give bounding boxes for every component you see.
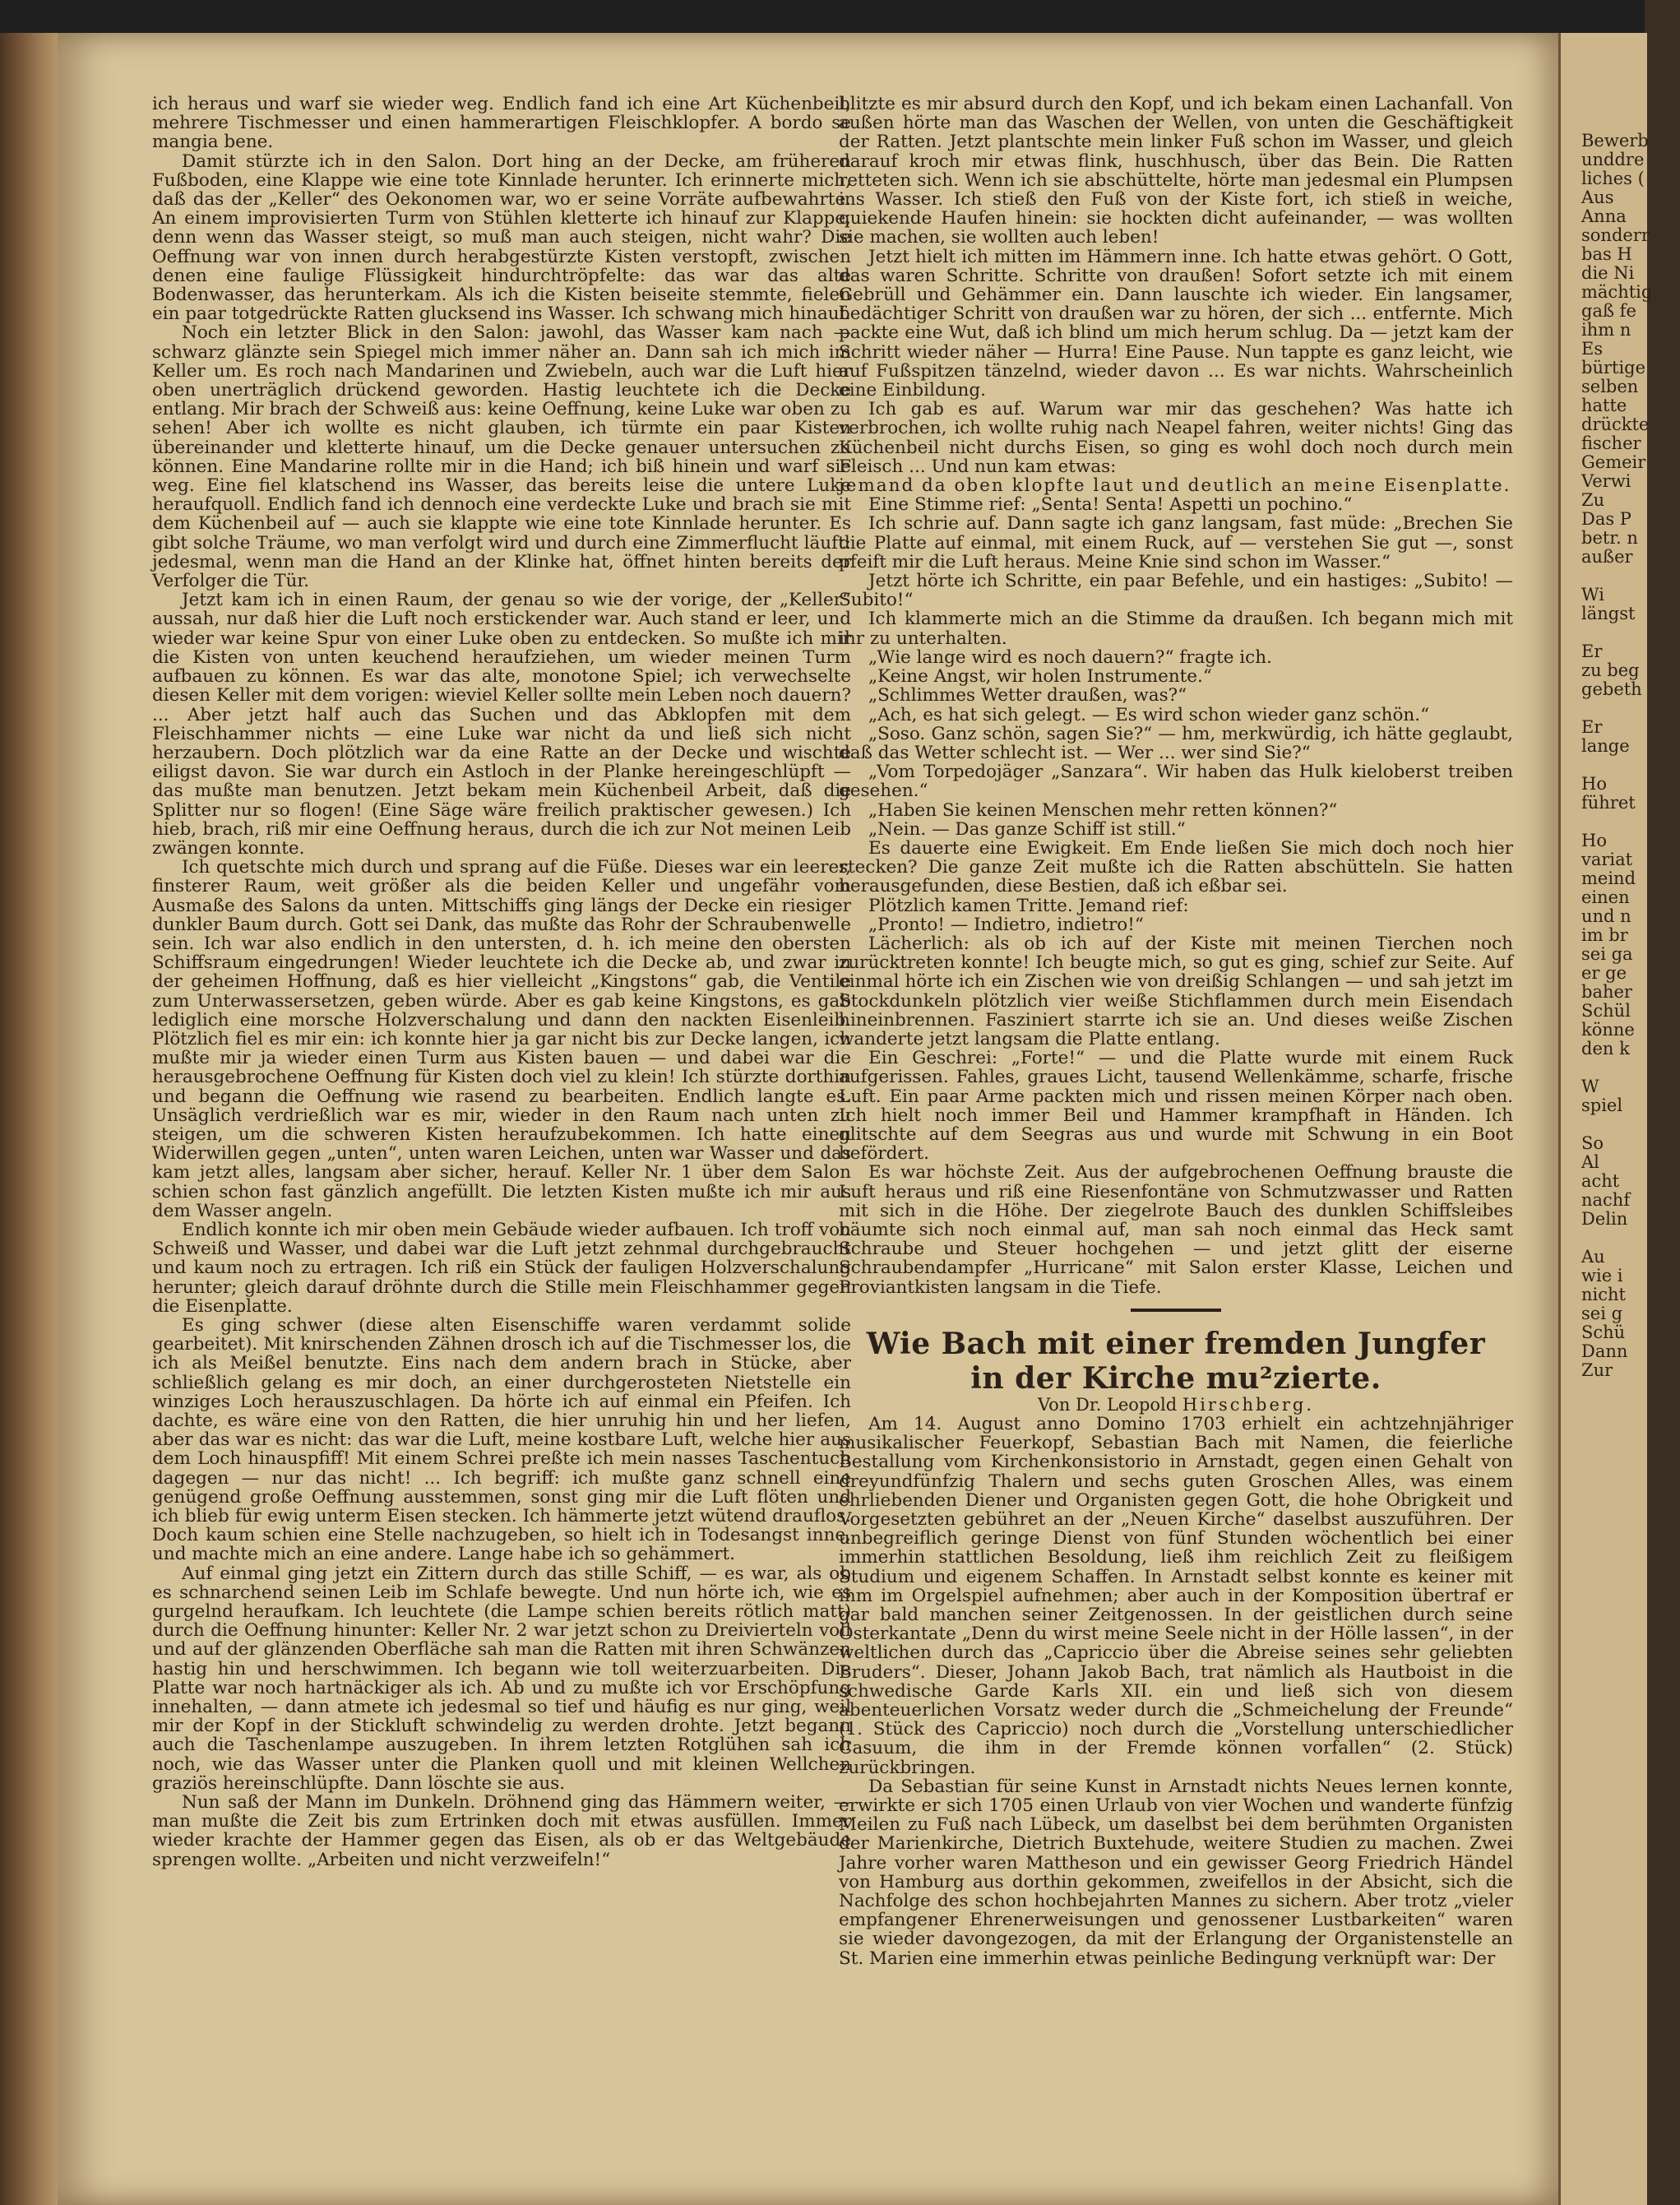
paragraph: Es dauerte eine Ewigkeit. Em Ende ließen Sie mich doch noch hier stecken? Die ganze Zeit mußte ich die Ratten abschütteln. Sie hatten herausgefunden, diese Bestien, daß ich eßbar sei. [839,837,1513,897]
adjacent-page-edge [1558,33,1653,2205]
paragraph: „Nein. — Das ganze Schiff ist still.“ [868,818,1186,840]
paragraph: blitzte es mir absurd durch den Kopf, und ich bekam einen Lachanfall. Von außen hörte man das Waschen der Wellen, von unten die Geschäftigkeit der Ratten. Jetzt plantschte mein linker Fuß schon im Wasser, und gleich darauf kroch mir etwas flink, huschhusch, über das Bein. Die Ratten retteten sich. Wenn ich sie abschüttelte, hörte man jedesmal ein Plumpsen ins Wasser. Ich stieß den Fuß von der Kiste fort, ich stieß in weiche, quiekende Haufen hinein: sie hockten dicht aufeinander, — was wollten sie machen, sie wollten auch leben! [839,94,1513,248]
adjacent-page-line: Gemeir [1581,452,1646,472]
adjacent-page-line: und n [1581,906,1631,926]
scan-top-border [0,0,1645,33]
paragraph: jemand da oben klopfte laut und deutlich an meine Eisenplatte. [839,475,1511,497]
paragraph: „Ach, es hat sich gelegt. — Es wird schon wieder ganz schön.“ [868,704,1430,725]
adjacent-page-line: längst [1581,604,1636,623]
adjacent-page-line: sei ga [1581,944,1633,964]
adjacent-page-line: Schül [1581,1001,1631,1021]
adjacent-page-line: Zur [1581,1360,1613,1380]
adjacent-page-line: fischer [1581,433,1641,453]
adjacent-page-line: meind [1581,869,1636,888]
adjacent-page-line [1581,813,1680,832]
adjacent-page-line: könne [1581,1020,1635,1040]
paragraph: „Wie lange wird es noch dauern?“ fragte ich. [868,646,1272,668]
adjacent-page-line: W [1581,1077,1599,1096]
paragraph: „Schlimmes Wetter draußen, was?“ [868,685,1187,706]
adjacent-page-line: einen [1581,887,1630,907]
paragraph: Endlich konnte ich mir oben mein Gebäude wieder aufbauen. Ich troff von Schweiß und Wasser, und dabei war die Luft jetzt zehnmal durchgebraucht und kaum noch zu ertragen. Ich riß ein Stück der fauligen Holzverschalung herunter; gleich darauf dröhnte durch die Stille mein Fleischhammer gegen die Eisenplatte. [152,1219,851,1317]
adjacent-page-line: mächtig [1581,282,1653,302]
adjacent-page-line: Bewerb [1581,131,1649,151]
adjacent-page-line: gaß fe [1581,301,1636,321]
paragraph: Noch ein letzter Blick in den Salon: jawohl, das Wasser kam nach — schwarz glänzte sein Spiegel mich immer näher an. Dann sah ich mich im Keller um. Es roch nach Mandarinen und Zwiebeln, auch war die Luft hier oben unerträglich drückend geworden. Hastig leuchtete ich die Decke entlang. Mir brach der Schweiß aus: keine Oeffnung, keine Luke war oben zu sehen! Aber ich wollte es nicht glauben, ich türmte ein paar Kisten übereinander und kletterte hinauf, um die Decke genauer untersuchen zu können. Eine Mandarine rollte mir in die Hand; ich biß hinein und warf sie weg. Eine fiel klatschend ins Wasser, das bereits leise die untere Luke heraufquoll. Endlich fand ich dennoch eine verdeckte Luke und brach sie mit dem Küchenbeil auf — auch sie klappte wie eine tote Kinnlade herunter. Es gibt solche Träume, wo man verfolgt wird und durch eine Zimmerflucht läuft: jedesmal, wenn man die Hand an der Klinke hat, öffnet hinten bereits der Verfolger die Tür. [152,322,851,592]
paragraph: Auf einmal ging jetzt ein Zittern durch das stille Schiff, — es war, als ob es schnarchend seinen Leib im Schlafe bewegte. Und nun hörte ich, wie es gurgelnd heraufkam. Ich leuchtete (die Lampe schien bereits rötlich matt) durch die Oeffnung hinunter: Keller Nr. 2 war jetzt schon zu Dreivierteln voll und auf der glänzenden Oberfläche sah man die Ratten mit ihren Schwänzen hastig hin und herschwimmen. Ich begann wie toll weiterzuarbeiten. Die Platte war noch hartnäckiger als ich. Ab und zu mußte ich vor Erschöpfung innehalten, — dann atmete ich jedesmal so tief und häufig es nur ging, weil mir der Kopf in der Stickluft schwindelig zu werden drohte. Jetzt begann auch die Taschenlampe auszugeben. In ihrem letzten Rotglühen sah ich noch, wie das Wasser unter die Planken quoll und mit kleinen Wellchen graziös hereinschlüpfte. Dann löschte sie aus. [152,1563,851,1794]
adjacent-page-line: sonderr [1581,225,1650,245]
adjacent-page-line: führet [1581,793,1636,813]
article-title-line2: in der Kirche mu²ziertе. [970,1360,1381,1396]
adjacent-page-line: sei g [1581,1304,1623,1323]
adjacent-page-line: Al [1581,1152,1599,1172]
adjacent-page-line [1581,756,1680,775]
adjacent-page-line: Ho [1581,774,1607,794]
adjacent-page-line: lange [1581,736,1630,756]
paragraph: Jetzt kam ich in einen Raum, der genau so wie der vorige, der „Keller“ aussah, nur daß hier die Luft noch erstickender war. Auch stand er leer, und wieder war keine Spur von einer Luke oben zu entdecken. So mußte ich mir die Kisten von unten keuchend heraufziehen, um wieder meinen Turm aufbauen zu können. Es war das alte, monotone Spiel; ich verwechselte diesen Keller mit dem vorigen: wieviel Keller sollte mein Leben noch dauern? ... Aber jetzt half auch das Suchen und das Abklopfen mit dem Fleischhammer nichts — eine Luke war nicht da und ließ sich nicht herzaubern. Doch plötzlich war da eine Ratte an der Decke und wischte eiligst davon. Sie war durch ein Astloch in der Planke hereingeschlüpft — das mußte man benutzen. Jetzt bekam mein Küchenbeil Arbeit, daß die Splitter nur so flogen! (Eine Säge wäre freilich praktischer gewesen.) Ich hieb, brach, riß mir eine Oeffnung heraus, durch die ich zur Not meinen Leib zwängen konnte. [152,590,851,859]
adjacent-page-line [1581,1229,1680,1248]
adjacent-page-line: Es [1581,339,1604,359]
article-body [839,1415,1513,1968]
adjacent-page-line: So [1581,1133,1604,1153]
book-binding [0,33,58,2205]
paragraph: Ich quetschte mich durch und sprang auf die Füße. Dieses war ein leerer, finsterer Raum, weit größer als die beiden Keller und ungefähr vom Ausmaße des Salons da unten. Mittschiffs ging längs der Decke ein riesiger dunkler Baum durch. Gott sei Dank, das mußte das Rohr der Schraubenwelle sein. Ich war also endlich in den untersten, d. h. ich meine den obersten Schiffsraum eingedrungen! Wieder leuchtete ich die Decke ab, und zwar in der geheimen Hoffnung, daß es hier vielleicht „Kingstons“ gab, die Ventile zum Unterwassersetzen, geben würde. Aber es gab keine Kingstons, es gab lediglich eine morsche Holzverschalung und dann den nackten Eisenleib. Plötzlich fiel es mir ein: ich konnte hier ja gar nicht bis zur Decke langen, ich mußte mir ja wieder einen Turm aus Kisten bauen — und dabei war die herausgebrochene Oeffnung für Kisten doch viel zu klein! Ich stürzte dorthin und begann die Oeffnung wie rasend zu bearbeiten. Endlich langte es. Unsäglich verdrießlich war es mir, wieder in den Raum nach unten zu steigen, um die schweren Kisten heraufzubekommen. Ich hatte einen Widerwillen gegen „unten“, unten waren Leichen, unten war Wasser und das kam jetzt alles, langsam aber sicher, herauf. Keller Nr. 1 über dem Salon schien schon fast gänzlich angefüllt. Die letzten Kisten mußte ich mir aus dem Wasser angeln. [152,857,851,1221]
adjacent-page-line: nicht [1581,1285,1626,1304]
paragraph: „Soso. Ganz schön, sagen Sie?“ — hm, merkwürdig, ich hätte geglaubt, daß das Wetter schlecht ist. — Wer ... wer sind Sie?“ [839,723,1513,763]
right-column [839,95,1513,1968]
paragraph: „Keine Angst, wir holen Instrumente.“ [868,666,1212,688]
paragraph: Eine Stimme rief: „Senta! Senta! Aspetti un pochino.“ [868,494,1353,516]
adjacent-page-line: außer [1581,547,1633,567]
adjacent-page-line: Er [1581,717,1603,737]
section-divider [1131,1309,1221,1312]
paragraph: Nun saß der Mann im Dunkeln. Dröhnend ging das Hämmern weiter, — man mußte die Zeit bis zum Ertrinken doch mit etwas ausfüllen. Immer wieder krachte der Hammer gegen das Eisen, als ob er das Weltgebäude sprengen wollte. „Arbeiten und nicht verzweifeln!“ [152,1792,851,1870]
adjacent-page-line: im br [1581,925,1628,945]
adjacent-page-line: hatte [1581,396,1627,415]
paragraph: Es ging schwer (diese alten Eisenschiffe waren verdammt solide gearbeitet). Mit knirschenden Zähnen drosch ich auf die Tischmesser los, die ich als Meißel benutzte. Eins nach dem andern brach in Stücke, aber schließlich gelang es mir doch, an einer durchgerosteten Nietstelle ein winziges Loch herauszuschlagen. Da hörte ich auf einmal ein Pfeifen. Ich dachte, es wäre eine von den Ratten, die hier unruhig hin und her liefen, aber das war es nicht: das war die Luft, meine kostbare Luft, welche hier aus dem Loch hinauspfiff! Mit einem Schrei preßte ich mein nasses Taschentuch dagegen — nur das nicht! ... Ich begriff: ich mußte ganz schnell eine genügend große Oeffnung ausstemmen, sonst ging mir die Luft flöten und ich blieb für ewig unterm Eisen stecken. Ich hämmerte jetzt wütend drauflos. Doch kaum schien eine Stelle nachzugeben, so hielt ich in Todesangst inne, und machte mich an eine andere. Lange habe ich so gehämmert. [152,1315,851,1565]
paragraph: Lächerlich: als ob ich auf der Kiste mit meinen Tierchen noch zurücktreten konnte! Ich beugte mich, so gut es ging, schief zur Seite. Auf einmal hörte ich ein Zischen wie von dreißig Schlangen — und sah jetzt im Stockdunkeln plötzlich vier weiße Stichflammen durch mein Eisendach hineinbrennen. Fasziniert starrte ich sie an. Und dieses weiße Zischen wanderte jetzt langsam die Platte entlang. [839,933,1513,1049]
adjacent-page-line: Anna [1581,206,1627,226]
adjacent-page-line [1581,699,1680,718]
left-column [152,95,851,1869]
adjacent-page-line: Ho [1581,831,1607,850]
paragraph: „Vom Torpedojäger „Sanzara“. Wir haben das Hulk kieloberst treiben gesehen.“ [839,762,1513,802]
adjacent-page-line: ihm n [1581,320,1631,340]
byline-prefix: Von Dr. Leopold [1037,1394,1178,1415]
adjacent-page-line: zu beg [1581,660,1640,680]
adjacent-page-line [1581,567,1680,586]
adjacent-page-line [1581,1115,1680,1134]
adjacent-page-line: variat [1581,850,1633,869]
adjacent-page-line: den k [1581,1039,1630,1058]
adjacent-page-line [1581,1058,1680,1077]
byline-author: Hirschberg. [1182,1394,1315,1415]
adjacent-page-line: Delin [1581,1209,1628,1229]
paragraph: Es war höchste Zeit. Aus der aufgebrochenen Oeffnung brauste die Luft heraus und riß eine Riesenfontäne von Schmutzwasser und Ratten mit sich in die Höhe. Der ziegelrote Bauch des dunklen Schiffsleibes bäumte sich noch einmal auf, man sah noch einmal das Heck samt Schraube und Steuer hochgehen — und jetzt glitt der eiserne Schraubendampfer „Hurricane“ mit Salon erster Klasse, Leichen und Proviantkisten langsam in die Tiefe. [839,1162,1513,1298]
paragraph: Ein Geschrei: „Forte!“ — und die Platte wurde mit einem Ruck aufgerissen. Fahles, graues Licht, tausend Wellenkämme, scharfe, frische Luft. Ein paar Arme packten mich und rissen meinen Körper nach oben. Ich hielt noch immer Beil und Hammer krampfhaft in Händen. Ich glitschte auf dem Seegras aus und wurde mit Schwung in ein Boot befördert. [839,1048,1513,1165]
paragraph: Jetzt hielt ich mitten im Hämmern inne. Ich hatte etwas gehört. O Gott, das waren Schritte. Schritte von draußen! Sofort setzte ich mit einem Gebrüll und Gehämmer ein. Dann lauschte ich wieder. Ein langsamer, bedächtiger Schritt von draußen war zu hören, der sich ... entfernte. Mich packte eine Wut, daß ich blind um mich herum schlug. Da — jetzt kam der Schritt wieder näher — Hurra! Eine Pause. Nun tappte es ganz leicht, wie auf Fußspitzen tänzelnd, wieder davon ... Es war nichts. Wahrscheinlich eine Einbildung. [839,246,1513,401]
adjacent-page-line: Schü [1581,1323,1626,1342]
story-continuation [839,95,1513,1297]
paragraph: Jetzt hörte ich Schritte, ein paar Befehle, und ein hastiges: „Subito! — Subito!“ [839,571,1513,611]
paragraph: Ich klammerte mich an die Stimme da draußen. Ich begann mich mit ihr zu unterhalten. [839,609,1513,649]
adjacent-page-line [1581,623,1680,642]
paragraph: Damit stürzte ich in den Salon. Dort hing an der Decke, am früheren Fußboden, eine Klappe wie eine tote Kinnlade herunter. Ich erinnerte mich, daß das der „Keller“ des Oekonomen war, wo er seine Vorräte aufbewahrte. An einem improvisierten Turm von Stühlen kletterte ich hinauf zur Klappe, denn wenn das Wasser steigt, so muß man auch steigen, nicht wahr? Die Oeffnung war von innen durch herabgestürzte Kisten verstopft, zwischen denen eine faulige Flüssigkeit hindurchtröpfelte: das war das alte Bodenwasser, das herunterkam. Als ich die Kisten beiseite stemmte, fielen ein paar totgedrückte Ratten glucksend ins Wasser. Ich schwang mich hinauf. [152,151,851,325]
adjacent-page-line: Verwi [1581,471,1631,491]
adjacent-page-line: Aus [1581,188,1614,207]
article-title [839,1327,1513,1396]
adjacent-page-line: die Ni [1581,263,1635,283]
paragraph: Da Sebastian für seine Kunst in Arnstadt nichts Neues lernen konnte, erwirkte er sich 1705 einen Urlaub von vier Wochen und wanderte fünfzig Meilen zu Fuß nach Lübeck, um daselbst bei dem berühmten Organisten der Marienkirche, Dietrich Buxtehude, weitere Studien zu machen. Zwei Jahre vorher waren Mattheson und ein gewisser Georg Friedrich Händel von Hamburg aus dorthin gekommen, zweifellos in der Absicht, sich die Nachfolge des schon hochbejahrten Mannes zu sichern. Aber trotz „vieler empfangener Ehrenerweisungen und genossener Lustbarkeiten“ waren sie wieder davongezogen, da mit der Erlangung der Organistenstelle an St. Marien eine immerhin etwas peinliche Bedingung verknüpft war: Der [839,1776,1513,1969]
article-title-line1: Wie Bach mit einer fremden Jungfer [866,1326,1486,1361]
adjacent-page-text [1581,132,1680,1380]
paragraph: „Pronto! — Indietro, indietro!“ [868,914,1144,935]
adjacent-page-line: selben [1581,377,1639,396]
adjacent-page-line: baher [1581,982,1632,1002]
adjacent-page-line: betr. n [1581,528,1638,548]
article-byline [839,1396,1513,1415]
adjacent-page-line: er ge [1581,963,1627,983]
adjacent-page-line: spiel [1581,1096,1623,1115]
adjacent-page-line: bas H [1581,244,1632,264]
paragraph: Am 14. August anno Domino 1703 erhielt ein achtzehnjähriger musikalischer Feuerkopf, Sebastian Bach mit Namen, die feierliche Bestallung vom Kirchenkonsistorio in Arnstadt, gegen einen Gehalt von dreyundfünfzig Thalern und sechs guten Groschen Alles, was einem ehrliebenden Diener und Organisten gegen Gott, die hohe Obrigkeit und Vorgesetzten gebühret an der „Neuen Kirche“ daselbst auszuführen. Der unbegreiflich geringe Dienst von fünf Stunden wöchentlich bei einer immerhin stattlichen Besoldung, ließ ihm reichlich Zeit zu fleißigem Studium und eigenem Schaffen. In Arnstadt selbst konnte es keiner mit ihm im Orgelspiel aufnehmen; aber auch in der Komposition übertraf er gar bald manchen seiner Zeitgenossen. In der geistlichen durch seine Osterkantate „Denn du wirst meine Seele nicht in der Hölle lassen“, in der weltlichen durch das „Capriccio über die Abreise seines sehr geliebten Bruders“. Dieser, Johann Jakob Bach, trat nämlich als Hautboist in die schwedische Garde Karls XII. ein und ließ sich von diesem abenteuerlichen Vorsatz weder durch die „Schmeichelung der Freunde“ (1. Stück des Capriccio) noch durch die „Vorstellung unterschiedlicher Casuum, die ihm in der Fremde können vorfallen“ (2. Stück) zurückbringen. [839,1414,1513,1778]
adjacent-page-line: unddre [1581,150,1645,169]
adjacent-page-line: bürtige [1581,358,1646,378]
paragraph: Plötzlich kamen Tritte. Jemand rief: [868,895,1189,916]
adjacent-page-line: Dann [1581,1341,1628,1361]
paragraph: Ich gab es auf. Warum war mir das geschehen? Was hatte ich verbrochen, ich wollte ruhig nach Neapel fahren, weiter nichts! Ging das Küchenbeil nicht durchs Eisen, so ging es wohl doch noch durch mein Fleisch ... Und nun kam etwas: [839,399,1513,477]
adjacent-page-line: Er [1581,642,1603,661]
paragraph: ich heraus und warf sie wieder weg. Endlich fand ich eine Art Küchenbeil, mehrere Tischmesser und einen hammerartigen Fleischklopfer. A bordo se mangia bene. [152,94,851,153]
adjacent-page-line: acht [1581,1171,1620,1191]
adjacent-page-line: Das P [1581,509,1631,529]
adjacent-page-line: wie i [1581,1266,1623,1285]
adjacent-page-line: liches ( [1581,169,1645,188]
paragraph: „Haben Sie keinen Menschen mehr retten können?“ [868,799,1338,821]
adjacent-page-line: Au [1581,1247,1605,1267]
adjacent-page-line: Zu [1581,490,1605,510]
adjacent-page-line: nachf [1581,1190,1631,1210]
adjacent-page-line: drückte [1581,415,1650,434]
adjacent-page-line: Wi [1581,585,1604,605]
adjacent-page-line: gebeth [1581,679,1642,699]
paragraph: Ich schrie auf. Dann sagte ich ganz langsam, fast müde: „Brechen Sie die Platte auf einmal, mit einem Ruck, auf — verstehen Sie gut —, sonst pfeift mir die Luft heraus. Meine Knie sind schon im Wasser.“ [839,513,1513,572]
